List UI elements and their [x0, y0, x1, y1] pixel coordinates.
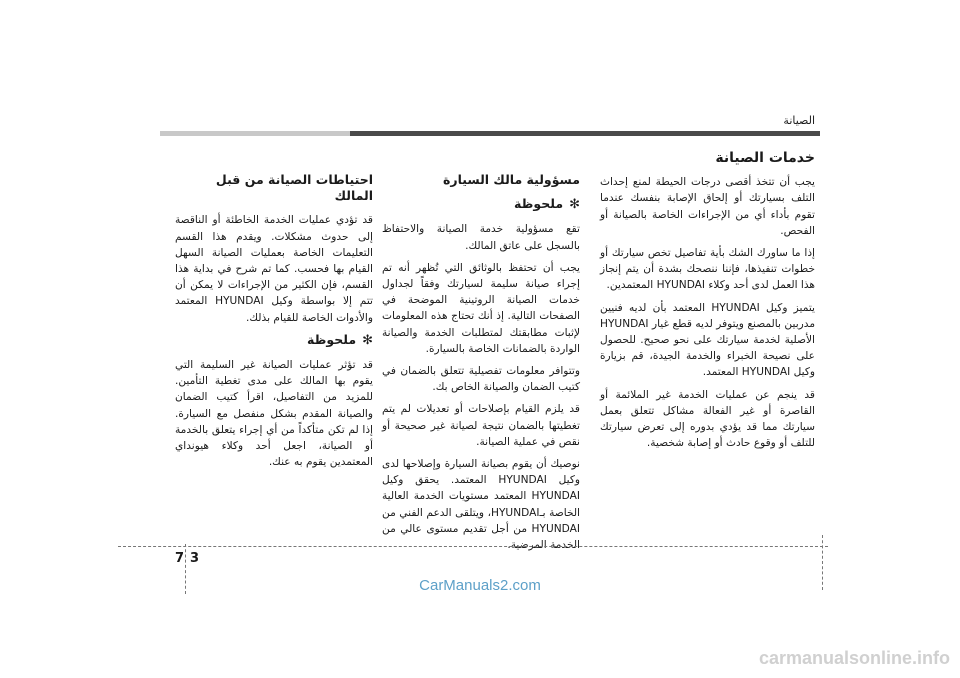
note-title: ملحوظة — [514, 196, 564, 212]
header-bar-light — [160, 131, 350, 136]
note-title: ملحوظة — [307, 331, 357, 347]
paragraph: قد ينجم عن عمليات الخدمة غير الملائمة أو القاصرة أو غير الفعالة مشاكل تتعلق بعمل سيارتك مما قد يؤدي بدوره إلى تعرض سيارتك للتلف أو وقوع حادث أو إصابة شخصية. — [600, 388, 815, 450]
footer-rule — [118, 546, 828, 547]
section-title-maintenance-services: خدمات الصيانة — [715, 150, 815, 166]
paragraph: قد تؤثر عمليات الصيانة غير السليمة التي يقوم بها المالك على مدى تغطية التأمين. للمزيد من التفاصيل، اقرأ كتيب الضمان والصيانة المقدم بشكل منفصل مع السيارة. إذا لم تكن متأكداً من أي إجراء يتعلق بالخدمة أو الصيانة، اجعل أحد وكلاء هيونداي المعتمدين يقوم به عنك. — [175, 359, 373, 469]
section-title-owner-responsibility: مسؤولية مالك السيارة — [443, 172, 580, 187]
paragraph: يجب أن تحتفظ بالوثائق التي تُظهر أنه تم إجراء صيانة سليمة لسيارتك وفقاً لجداول خدمات الصيانة الروتينية الموضحة في الصفحات التالية. إذ أنك تحتاج هذه المعلومات لإثبات مطابقتك لمتطلبات الخدمة والصيانة الواردة بالضمانات الخاصة بالسيارة. — [382, 261, 580, 355]
asterisk-icon: ✻ — [362, 332, 373, 348]
column-owner-responsibility — [382, 172, 580, 559]
column-owner-maintenance-precautions — [175, 172, 373, 476]
paragraph: إذا ما ساورك الشك بأية تفاصيل تخص سيارتك أو خطوات تنفيذها، فإننا ننصحك بشدة أن يتم إنجاز هذا العمل لدى أحد وكلاء HYUNDAI المعتمدين. — [600, 247, 815, 292]
section-title-owner-precautions: احتياطات الصيانة من قبل المالك — [215, 172, 373, 204]
paragraph: نوصيك أن يقوم بصيانة السيارة وإصلاحها لدى وكيل HYUNDAI المعتمد. يحقق وكيل HYUNDAI المعتمد مستويات الخدمة العالية الخاصة بـHYUNDAI، ويتلقى الدعم الفني من HYUNDAI من أجل تقديم مستوى عالي من الخدمة المرضية. — [382, 458, 581, 552]
note-heading — [382, 196, 580, 213]
watermark: CarManuals2.com — [419, 577, 541, 594]
header-bar — [160, 131, 820, 136]
paragraph: وتتوافر معلومات تفصيلية تتعلق بالضمان في كتيب الضمان والصيانة الخاص بك. — [382, 365, 580, 394]
page-number: 3 — [190, 551, 200, 566]
header-bar-dark — [350, 131, 820, 136]
column-maintenance-services — [600, 150, 815, 457]
paragraph: يجب أن تتخذ أقصى درجات الحيطة لمنع إحداث التلف بسيارتك أو إلحاق الإصابة بنفسك عندما تقوم بأداء أي من الإجراءات الخاصة بالصيانة أو الفحص. — [600, 176, 815, 237]
header-title: الصيانة — [783, 114, 815, 127]
watermark-site: carmanualsonline.info — [758, 648, 950, 668]
asterisk-icon: ✻ — [569, 197, 580, 213]
paragraph: يتميز وكيل HYUNDAI المعتمد بأن لديه فنيين مدربين بالمصنع ويتوفر لديه قطع غيار HYUNDAI الأصلية لخدمة سيارتك على نحو صحيح. للحصول على نصيحة الخبراء والخدمة الجيدة، قم بزيارة وكيل HYUNDAI المعتمد. — [600, 301, 815, 379]
note-heading — [175, 332, 373, 349]
paragraph: قد تؤدي عمليات الخدمة الخاطئة أو الناقصة إلى حدوث مشكلات. ويقدم هذا القسم التعليمات الخاصة بعمليات الصيانة السهل القيام بها فحسب. كما تم شرح في بداية هذا القسم، فإن الكثير من الإجراءات لا يمكن أن تتم إلا بواسطة وكيل HYUNDAI المعتمد والأدوات الخاصة للقيام بذلك. — [175, 214, 374, 324]
paragraph: قد يلزم القيام بإصلاحات أو تعديلات لم يتم تغطيتها بالضمان نتيجة لصيانة غير صحيحة أو نقص في عملية الصيانة. — [382, 403, 580, 448]
chapter-number: 7 — [175, 551, 185, 566]
paragraph: تقع مسؤولية خدمة الصيانة والاحتفاظ بالسجل على عاتق المالك. — [382, 223, 580, 252]
